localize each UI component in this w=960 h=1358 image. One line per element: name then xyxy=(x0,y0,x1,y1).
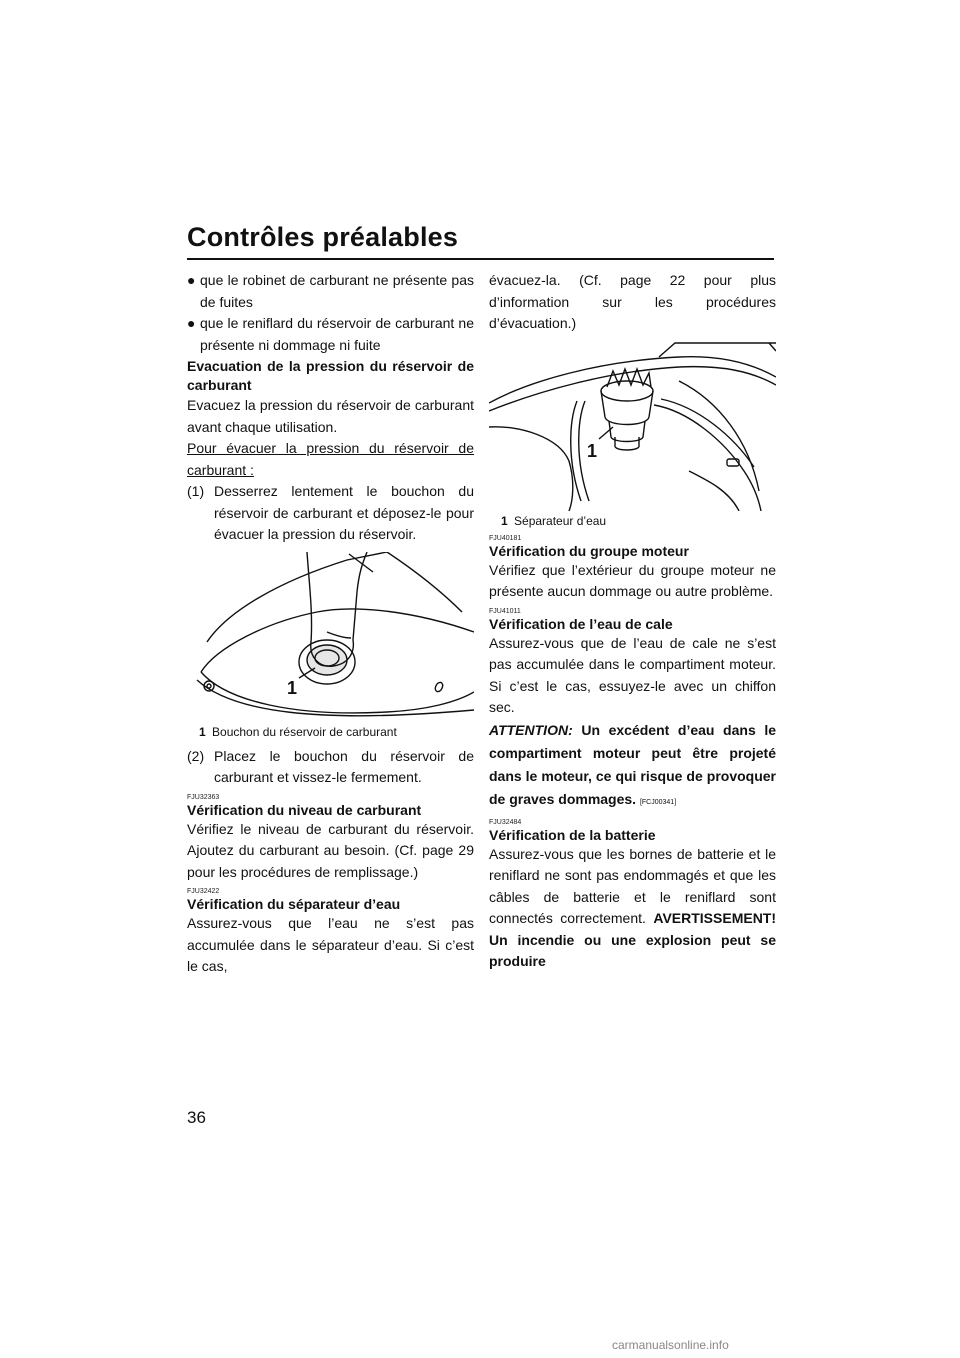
section-heading-evacuation: Evacuation de la pression du réservoir de carburant xyxy=(187,358,474,393)
procedure-step xyxy=(187,481,474,546)
battery-text: Assurez-vous que les bornes de batterie et le reniflard ne sont pas endommagés et que les câbles de batterie et le reniflard sont connectés correctement. xyxy=(489,845,776,926)
bullet-text: que le robinet de carburant ne présente pas de fuites xyxy=(200,272,474,310)
bullet-icon: ● xyxy=(187,315,196,331)
step-number: (2) xyxy=(187,747,205,764)
bullet-item xyxy=(187,270,474,313)
fuel-cap-drawing xyxy=(187,552,474,722)
warning-text: AVERTISSEMENT! Un incendie ou une explosion peut se produire xyxy=(489,910,777,969)
section-code: FJU41011 xyxy=(489,607,521,615)
water-separator-illustration xyxy=(489,341,776,529)
figure-caption xyxy=(489,513,776,529)
procedure-step xyxy=(187,746,474,789)
caption-text: Séparateur d’eau xyxy=(514,513,607,528)
section-text: Assurez-vous que l’eau ne s’est pas accumulée dans le séparateur d’eau. Si c’est le cas, xyxy=(187,915,474,974)
left-column xyxy=(187,270,474,978)
step-text: Placez le bouchon du réservoir de carburant et vissez-le fermement. xyxy=(214,747,474,785)
section-heading-water-separator: Vérification du séparateur d’eau xyxy=(187,896,401,912)
section-heading-fuel-level: Vérification du niveau de carburant xyxy=(187,801,422,818)
section-heading-engine: Vérification du groupe moteur xyxy=(489,542,689,559)
water-separator-drawing xyxy=(489,341,776,511)
bullet-text: que le reniflard du réservoir de carburant ne présente ni dommage ni fuite xyxy=(200,315,474,353)
caption-text: Bouchon du réservoir de carburant xyxy=(212,724,397,739)
attention-text: Un excédent d’eau dans le compartiment moteur peut être projeté dans le moteur, ce qui risque de provoquer de graves dommages. xyxy=(489,721,777,807)
fuel-cap-illustration xyxy=(187,552,474,740)
bullet-icon: ● xyxy=(187,272,196,288)
right-column xyxy=(489,270,776,973)
attention-code: [FCJ00341] xyxy=(639,798,677,806)
step-number: (1) xyxy=(187,483,205,499)
page-title: Contrôles préalables xyxy=(187,222,459,252)
attention-notice xyxy=(489,719,776,814)
bullet-item xyxy=(187,313,474,356)
watermark[interactable]: carmanualsonline.info xyxy=(612,1338,729,1352)
section-text: évacuez-la. (Cf. page 22 pour plus d’information sur les procédures d’évacuation.) xyxy=(489,272,776,331)
callout-number: 1 xyxy=(587,440,598,461)
caption-number: 1 xyxy=(501,513,508,528)
section-text xyxy=(489,844,776,973)
section-text: Vérifiez le niveau de carburant du réservoir. Ajoutez du carburant au besoin. (Cf. page 29 pour les procédures de remplissage.) xyxy=(187,820,474,880)
step-text: Desserrez lentement le bouchon du réservoir de carburant et déposez-le pour évacuer la pression du réservoir. xyxy=(214,483,474,542)
section-text: Evacuez la pression du réservoir de carburant avant chaque utilisation. xyxy=(187,397,474,435)
figure-caption xyxy=(187,724,474,740)
callout-number: 1 xyxy=(287,677,298,698)
procedure-subheading: Pour évacuer la pression du réservoir de carburant : xyxy=(187,440,474,478)
section-code: FJU40181 xyxy=(489,534,522,542)
section-code: FJU32484 xyxy=(489,818,522,826)
title-divider xyxy=(187,258,774,260)
section-code: FJU32363 xyxy=(187,793,220,801)
section-text: Assurez-vous que de l’eau de cale ne s’est pas accumulée dans le compartiment moteur. Si c’est le cas, essuyez-le avec un chiffon sec. xyxy=(489,634,776,715)
section-code: FJU32422 xyxy=(187,888,220,895)
section-text: Vérifiez que l’extérieur du groupe moteur ne présente aucun dommage ou autre problème. xyxy=(489,561,776,599)
section-heading-bilge-water: Vérification de l’eau de cale xyxy=(489,615,673,632)
page-number: 36 xyxy=(187,1108,206,1127)
section-heading-battery: Vérification de la batterie xyxy=(489,826,656,843)
caption-number: 1 xyxy=(199,724,206,739)
attention-label: ATTENTION: xyxy=(489,721,573,738)
